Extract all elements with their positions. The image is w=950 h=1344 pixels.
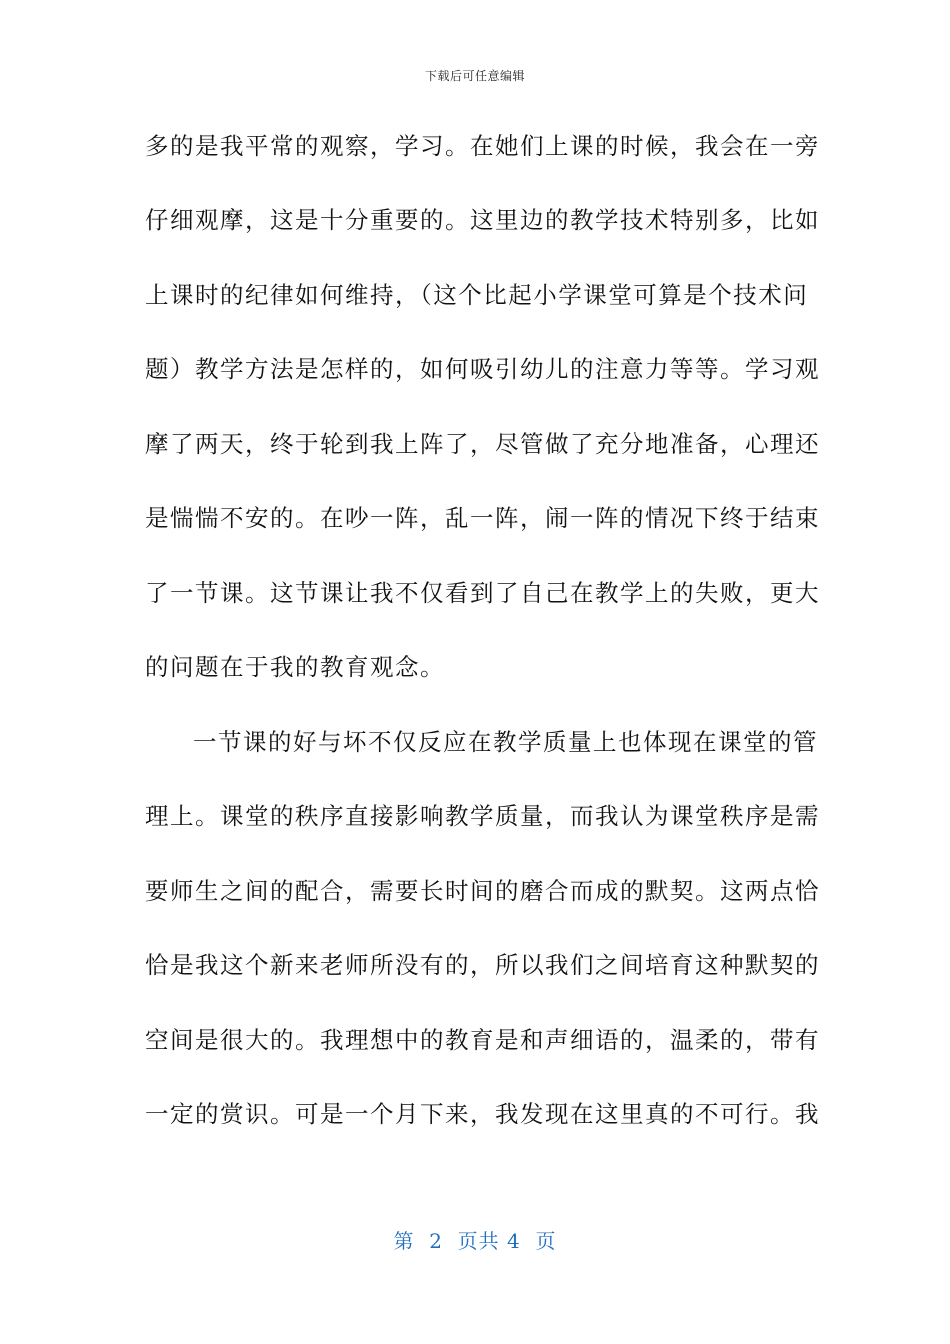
- paragraph-line: 上课时的纪律如何维持，（这个比起小学课堂可算是个技术问: [145, 281, 809, 309]
- paragraph-line: 一节课的好与坏不仅反应在教学质量上也体现在课堂的管: [193, 728, 818, 756]
- page-header: 下载后可任意编辑: [424, 69, 525, 83]
- paragraph-line: 了一节课。这节课让我不仅看到了自己在教学上的失败，更大: [145, 579, 820, 607]
- paragraph-line: 理上。课堂的秩序直接影响教学质量，而我认为课堂秩序是需: [145, 802, 820, 830]
- paragraph-line: 多的是我平常的观察，学习。在她们上课的时候，我会在一旁: [145, 132, 820, 160]
- paragraph-line: 的问题在于我的教育观念。: [145, 653, 445, 681]
- paragraph-line: 是惴惴不安的。在吵一阵，乱一阵，闹一阵的情况下终于结束: [145, 504, 820, 532]
- paragraph-line: 空间是很大的。我理想中的教育是和声细语的，温柔的，带有: [145, 1026, 820, 1054]
- page-footer: 第 2 页共 4 页: [393, 1229, 557, 1253]
- paragraph-line: 一定的赏识。可是一个月下来，我发现在这里真的不可行。我: [145, 1100, 820, 1128]
- paragraph-line: 仔细观摩，这是十分重要的。这里边的教学技术特别多，比如: [145, 206, 820, 234]
- paragraph-line: 题）教学方法是怎样的，如何吸引幼儿的注意力等等。学习观: [145, 355, 820, 383]
- paragraph-line: 摩了两天，终于轮到我上阵了，尽管做了充分地准备，心理还: [145, 430, 820, 458]
- paragraph-line: 恰是我这个新来老师所没有的，所以我们之间培育这种默契的: [145, 951, 820, 979]
- paragraph-line: 要师生之间的配合，需要长时间的磨合而成的默契。这两点恰: [145, 877, 820, 905]
